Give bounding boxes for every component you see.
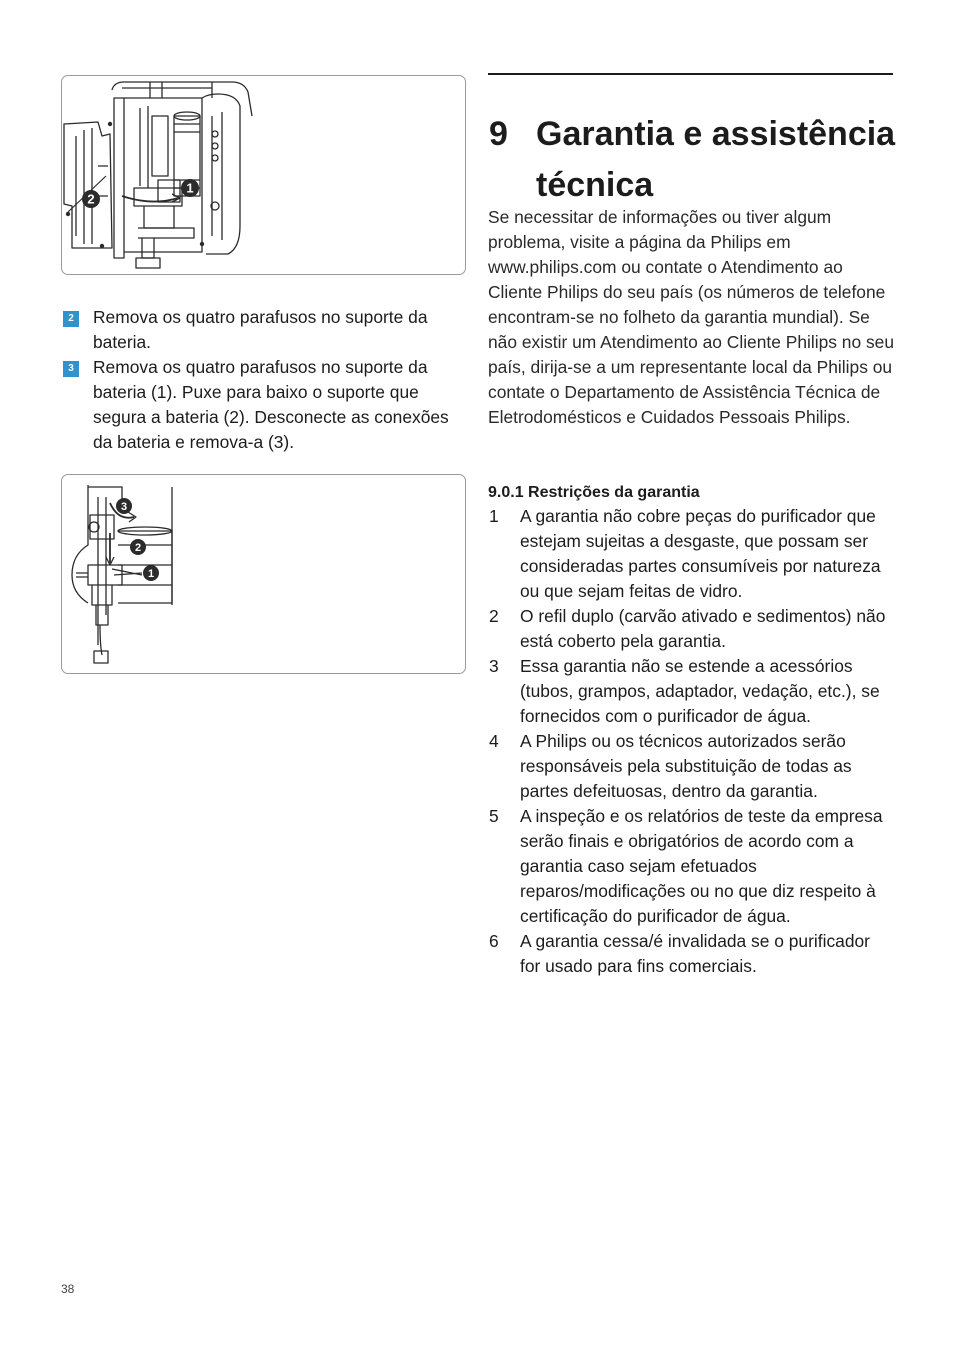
callout-3: 3	[120, 501, 128, 513]
purifier-interior-illustration	[62, 76, 465, 274]
figure-battery-removal	[61, 474, 466, 674]
callout-2: 2	[134, 542, 142, 554]
list-item	[488, 604, 894, 654]
list-number: 4	[489, 731, 499, 751]
list-number: 2	[489, 606, 499, 626]
chapter-number: 9	[489, 114, 508, 153]
callout-2: 2	[87, 191, 95, 207]
list-text: A garantia não cobre peças do purificador que estejam sujeitas a desgaste, que possam ser consideradas partes consumíveis por natureza ou que sejam feitas de vidro.	[520, 506, 881, 601]
list-text: A inspeção e os relatórios de teste da empresa serão finais e obrigatórios de acordo com a garantia caso sejam efetuados reparos/modificações ou no que diz respeito à certificação do purificador de água.	[520, 806, 883, 926]
section-heading-restrictions: 9.0.1 Restrições da garantia	[488, 484, 700, 501]
list-item	[488, 929, 894, 979]
list-item	[488, 729, 894, 804]
callout-1: 1	[147, 568, 155, 580]
list-number: 5	[489, 806, 499, 826]
list-text: A garantia cessa/é invalidada se o purificador for usado para fins comerciais.	[520, 931, 870, 976]
list-number: 3	[489, 656, 499, 676]
list-text: O refil duplo (carvão ativado e sedimentos) não está coberto pela garantia.	[520, 606, 886, 651]
list-item	[488, 654, 894, 729]
list-item	[488, 804, 894, 929]
list-text: Essa garantia não se estende a acessórios (tubos, grampos, adaptador, vedação, etc.), se fornecidos com o purificador de água.	[520, 656, 880, 726]
list-text: A Philips ou os técnicos autorizados serão responsáveis pela substituição de todas as partes defeituosas, dentro da garantia.	[520, 731, 852, 801]
list-number: 1	[489, 506, 499, 526]
step-number-badge: 3	[63, 361, 79, 377]
step-text: Remova os quatro parafusos no suporte da bateria (1). Puxe para baixo o suporte que segura a bateria (2). Desconecte as conexões da bateria e remova-a (3).	[93, 357, 449, 452]
step-item	[62, 305, 468, 355]
step-item	[62, 355, 468, 455]
figure-battery-holder-screws	[61, 75, 466, 275]
step-text: Remova os quatro parafusos no suporte da bateria.	[93, 307, 428, 352]
chapter-title: Garantia e assistência técnica	[536, 114, 896, 204]
list-number: 6	[489, 931, 499, 951]
step-list	[62, 305, 468, 455]
chapter-heading	[488, 109, 908, 211]
chapter-rule	[488, 73, 893, 75]
callout-1: 1	[186, 180, 194, 196]
intro-paragraph: Se necessitar de informações ou tiver algum problema, visite a página da Philips em www.philips.com ou contate o Atendimento ao Cliente Philips do seu país (os números de telefone encontram-se no folheto da garantia mundial). Se não existir um Atendimento ao Cliente Philips no seu país, dirija-se a um representante local da Philips ou contate o Departamento de Assistência Técnica de Eletrodomésticos e Cuidados Pessoais Philips.	[488, 207, 895, 427]
battery-removal-illustration	[62, 475, 465, 673]
step-number-badge: 2	[63, 311, 79, 327]
page-number: 38	[61, 1282, 75, 1296]
list-item	[488, 504, 894, 604]
restriction-list	[488, 504, 894, 979]
